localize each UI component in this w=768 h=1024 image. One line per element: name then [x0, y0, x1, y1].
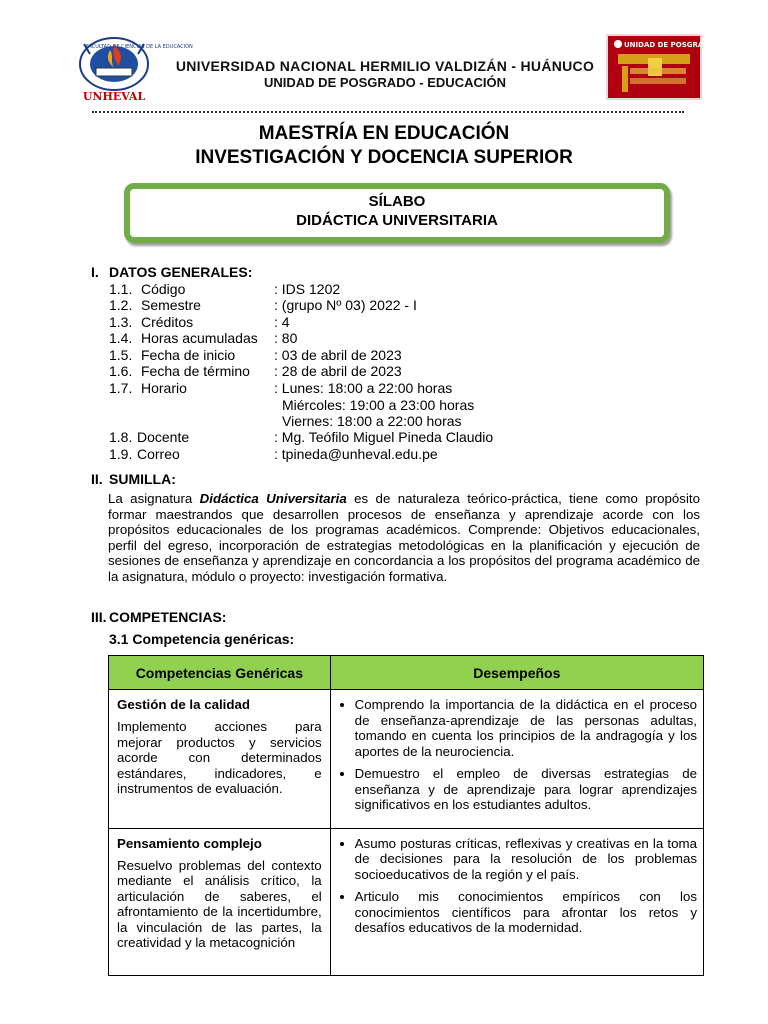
datos-label: Horario — [141, 380, 187, 396]
datos-num: 1.5. — [109, 347, 133, 363]
competencies-table — [108, 655, 704, 976]
datos-value: : Mg. Teófilo Miguel Pineda Claudio — [274, 429, 494, 445]
course-name: Didáctica Universitaria — [199, 491, 347, 506]
table-header-competencias: Competencias Genéricas — [109, 656, 331, 690]
competencia-description: Resuelvo problemas del contexto mediante el análisis crítico, la articulación de saberes, el afrontamiento de la incertidumbre, la vinculación de las partes, la creatividad y la metacognición — [117, 857, 322, 950]
datos-value: Viernes: 18:00 a 22:00 horas — [282, 413, 462, 429]
competencia-cell — [109, 690, 331, 829]
datos-label: Docente — [137, 429, 190, 445]
unit-name: UNIDAD DE POSGRADO - EDUCACIÓN — [264, 75, 506, 90]
datos-num: 1.6. — [109, 363, 133, 379]
table-row — [109, 690, 704, 829]
course-title: DIDÁCTICA UNIVERSITARIA — [296, 212, 498, 229]
datos-value: : 4 — [274, 314, 290, 330]
datos-value: : IDS 1202 — [274, 281, 341, 297]
sumilla-paragraph — [108, 491, 700, 584]
table-row — [109, 828, 704, 975]
datos-label: Semestre — [141, 297, 201, 313]
desempenos-list — [337, 836, 697, 936]
datos-num: 1.3. — [109, 314, 133, 330]
competencia-cell — [109, 828, 331, 975]
datos-label: Horas acumuladas — [141, 330, 258, 346]
datos-label: Fecha de término — [141, 363, 250, 379]
competencia-title: Pensamiento complejo — [117, 835, 262, 851]
competencia-title: Gestión de la calidad — [117, 697, 251, 712]
syllabus-label: SÍLABO — [368, 193, 426, 210]
datos-label: Código — [141, 281, 186, 297]
competencia-description: Implemento acciones para mejorar productos y servicios acorde con determinados estándares, indicadores, e instrumentos de evaluación. — [117, 719, 322, 796]
section-number: I. — [91, 264, 99, 280]
datos-value: : 80 — [274, 330, 298, 346]
list-item: • Comprendo la importancia de la didáctica en el proceso de enseñanza-aprendizaje de las personas adultas, tomando en cuenta los principios de la andragogía y los aportes de la neurociencia. — [355, 697, 697, 759]
datos-num: 1.7. — [109, 380, 133, 396]
datos-value: : (grupo Nº 03) 2022 - I — [274, 297, 417, 313]
datos-label: Créditos — [141, 314, 194, 330]
logo-ring-text: FACULTAD DE CIENCIAS DE LA EDUCACIÓN — [86, 44, 193, 50]
datos-num: 1.9. — [109, 446, 133, 462]
unheval-logo — [70, 34, 193, 106]
section-heading-competencias: COMPETENCIAS: — [109, 609, 227, 625]
desempenos-list — [337, 697, 697, 813]
datos-num: 1.4. — [109, 330, 133, 346]
desempenos-cell — [330, 828, 703, 975]
desempenos-cell — [330, 690, 703, 829]
section-heading-datos: DATOS GENERALES: — [109, 264, 253, 280]
subsection-heading: 3.1 Competencia genéricas: — [109, 631, 295, 647]
posgrado-logo-text: UNIDAD DE POSGRADO — [624, 41, 716, 49]
datos-value: : Lunes: 18:00 a 22:00 horas — [274, 380, 453, 396]
datos-value: Miércoles: 19:00 a 23:00 horas — [282, 397, 475, 413]
table-header-row — [109, 656, 704, 690]
university-name: UNIVERSIDAD NACIONAL HERMILIO VALDIZÁN - HUÁNUCO — [175, 58, 595, 74]
datos-num: 1.1. — [109, 281, 133, 297]
datos-label: Fecha de inicio — [141, 347, 236, 363]
datos-value: : 03 de abril de 2023 — [274, 347, 402, 363]
logo-text: UNHEVAL — [82, 90, 146, 103]
list-item: • Demuestro el empleo de diversas estrategias de enseñanza y de aprendizaje para lograr aprendizajes significativos en los estudiantes adultos. — [355, 766, 697, 813]
program-subtitle: INVESTIGACIÓN Y DOCENCIA SUPERIOR — [195, 147, 573, 168]
section-number: II. — [91, 471, 103, 487]
datos-label: Correo — [137, 446, 180, 462]
header-divider — [92, 111, 684, 113]
list-item: • Articulo mis conocimientos empíricos con los conocimientos científicos para afrontar los retos y desafíos educativos de la modernidad. — [355, 889, 697, 936]
datos-num: 1.8. — [109, 429, 133, 445]
email-value: : tpineda@unheval.edu.pe — [274, 446, 438, 462]
program-title: MAESTRÍA EN EDUCACIÓN — [258, 123, 510, 144]
table-header-desempenos: Desempeños — [330, 656, 703, 690]
datos-num: 1.2. — [109, 297, 133, 313]
posgrado-logo — [606, 34, 716, 100]
list-item: • Asumo posturas críticas, reflexivas y creativas en la toma de decisiones para la resolución de los problemas socioeducativos de la región y el país. — [355, 836, 697, 883]
datos-value: : 28 de abril de 2023 — [274, 363, 402, 379]
sumilla-text-after: es de naturaleza teórico-práctica, tiene como propósito formar maestrandos que desarrollen procesos de enseñanza y aprendizaje acorde con los propósitos educacionales de los programas académicos. Comprende: Objetivos educacionales, perfil del egreso, incorporación de estrategias metodológicas en la planificación y ejecución de sesiones de enseñanza y aprendizaje en concordancia a los propósitos del programa académico de la asignatura, módulo o proyecto: investigación formativa. — [108, 491, 700, 584]
section-heading-sumilla: SUMILLA: — [109, 471, 176, 487]
section-number: III. — [91, 609, 107, 625]
sumilla-text-before: La asignatura — [108, 491, 200, 506]
